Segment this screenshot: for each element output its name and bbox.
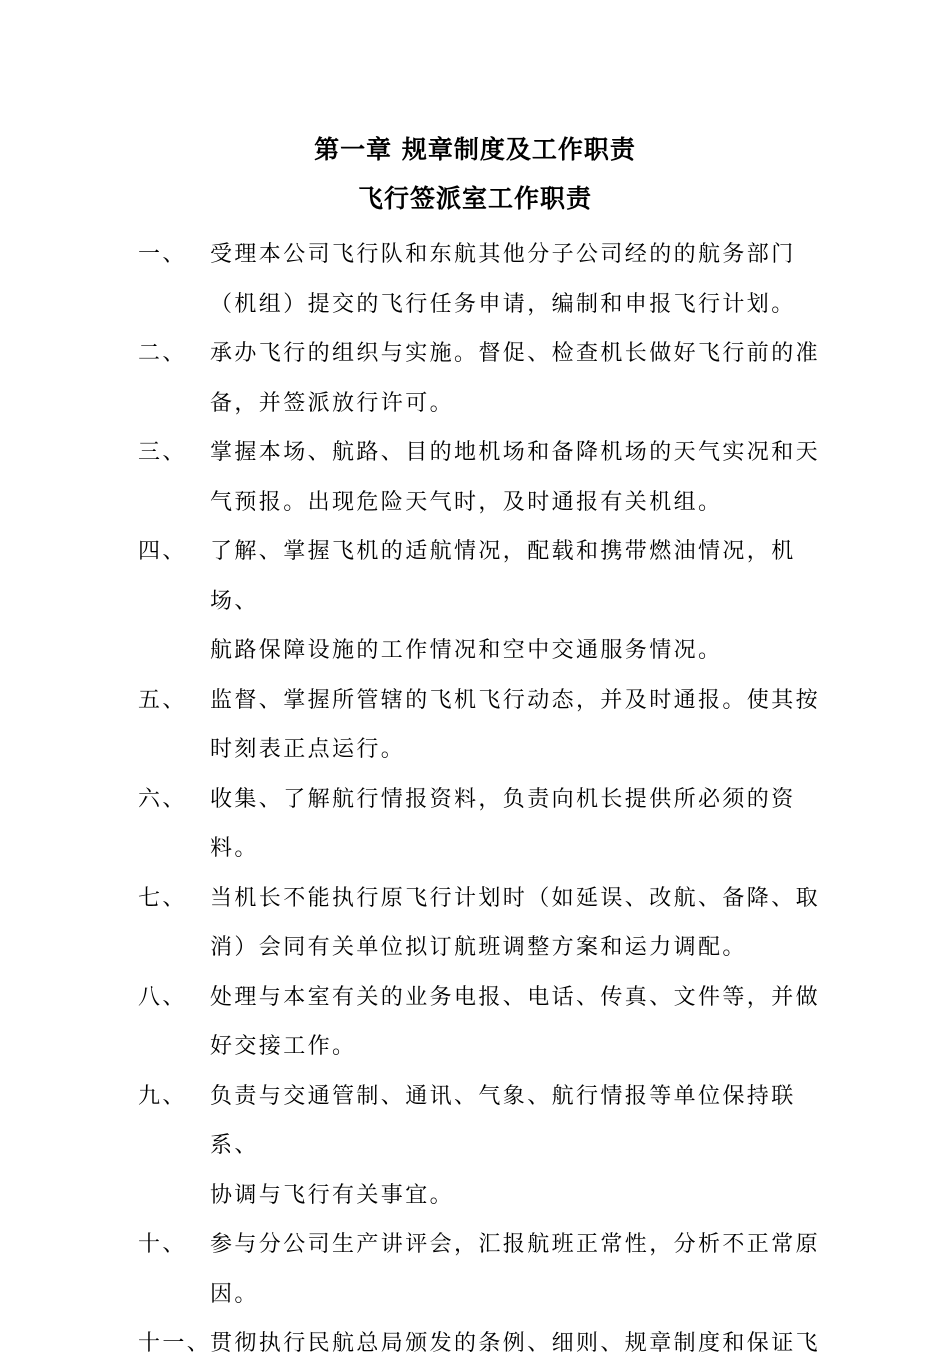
duty-number: 七、 [138,885,187,911]
duty-line: 掌握本场、航路、目的地机场和备降机场的天气实况和天 [210,440,821,465]
duty-item [138,973,838,1072]
duty-number: 三、 [138,440,187,465]
duty-item [138,230,838,329]
duty-line: 当机长不能执行原飞行计划时（如延误、改航、备降、取 [210,885,821,911]
duty-line: 了解、掌握飞机的适航情况，配载和携带燃油情况，机场、 [210,539,796,614]
duty-line: 备，并签派放行许可。 [210,390,455,416]
duty-line: 收集、了解航行情报资料，负责向机长提供所必须的资料。 [210,786,796,861]
duty-line: 协调与飞行有关事宜。 [210,1182,455,1208]
duty-number: 一、 [138,242,187,267]
duty-number: 十、 [138,1232,187,1257]
duty-item [138,676,838,775]
duty-item [138,428,838,527]
duty-number: 九、 [138,1083,187,1109]
chapter-title: 第一章 规章制度及工作职责 [314,135,636,164]
duty-line: 好交接工作。 [210,1034,357,1059]
duty-line: 承办飞行的组织与实施。督促、检查机长做好飞行前的准 [210,341,821,366]
duty-list [138,230,838,1369]
duty-number: 六、 [138,786,187,812]
duty-line: 参与分公司生产讲评会，汇报航班正常性，分析不正常原 [210,1232,821,1257]
duty-line: 气预报。出现危险天气时，及时通报有关机组。 [210,489,723,515]
duty-number: 四、 [138,539,187,564]
duty-line: 处理与本室有关的业务电报、电话、传真、文件等，并做 [210,984,821,1010]
duty-number: 五、 [138,687,187,713]
duty-line: 受理本公司飞行队和东航其他分子公司经的的航务部门 [210,242,796,267]
duty-number: 八、 [138,984,187,1010]
duty-item [138,1220,838,1319]
duty-line: （机组）提交的飞行任务申请，编制和申报飞行计划。 [210,291,796,317]
duty-item [138,874,838,973]
duty-item [138,775,838,874]
duty-line: 航路保障设施的工作情况和空中交通服务情况。 [210,638,723,663]
duty-line: 消）会同有关单位拟订航班调整方案和运力调配。 [210,935,747,960]
duty-number: 二、 [138,341,187,366]
duty-line: 因。 [210,1281,259,1307]
duty-item [138,527,838,676]
duty-line: 贯彻执行民航总局颁发的条例、细则、规章制度和保证飞 [210,1331,821,1356]
duty-item [138,329,838,428]
duty-line: 监督、掌握所管辖的飞机飞行动态，并及时通报。使其按 [210,687,821,713]
duty-line: 负责与交通管制、通讯、气象、航行情报等单位保持联系、 [210,1083,796,1158]
section-title: 飞行签派室工作职责 [357,184,592,213]
duty-item [138,1072,838,1221]
duty-line: 时刻表正点运行。 [210,737,406,762]
duty-number: 十一、 [138,1331,212,1356]
